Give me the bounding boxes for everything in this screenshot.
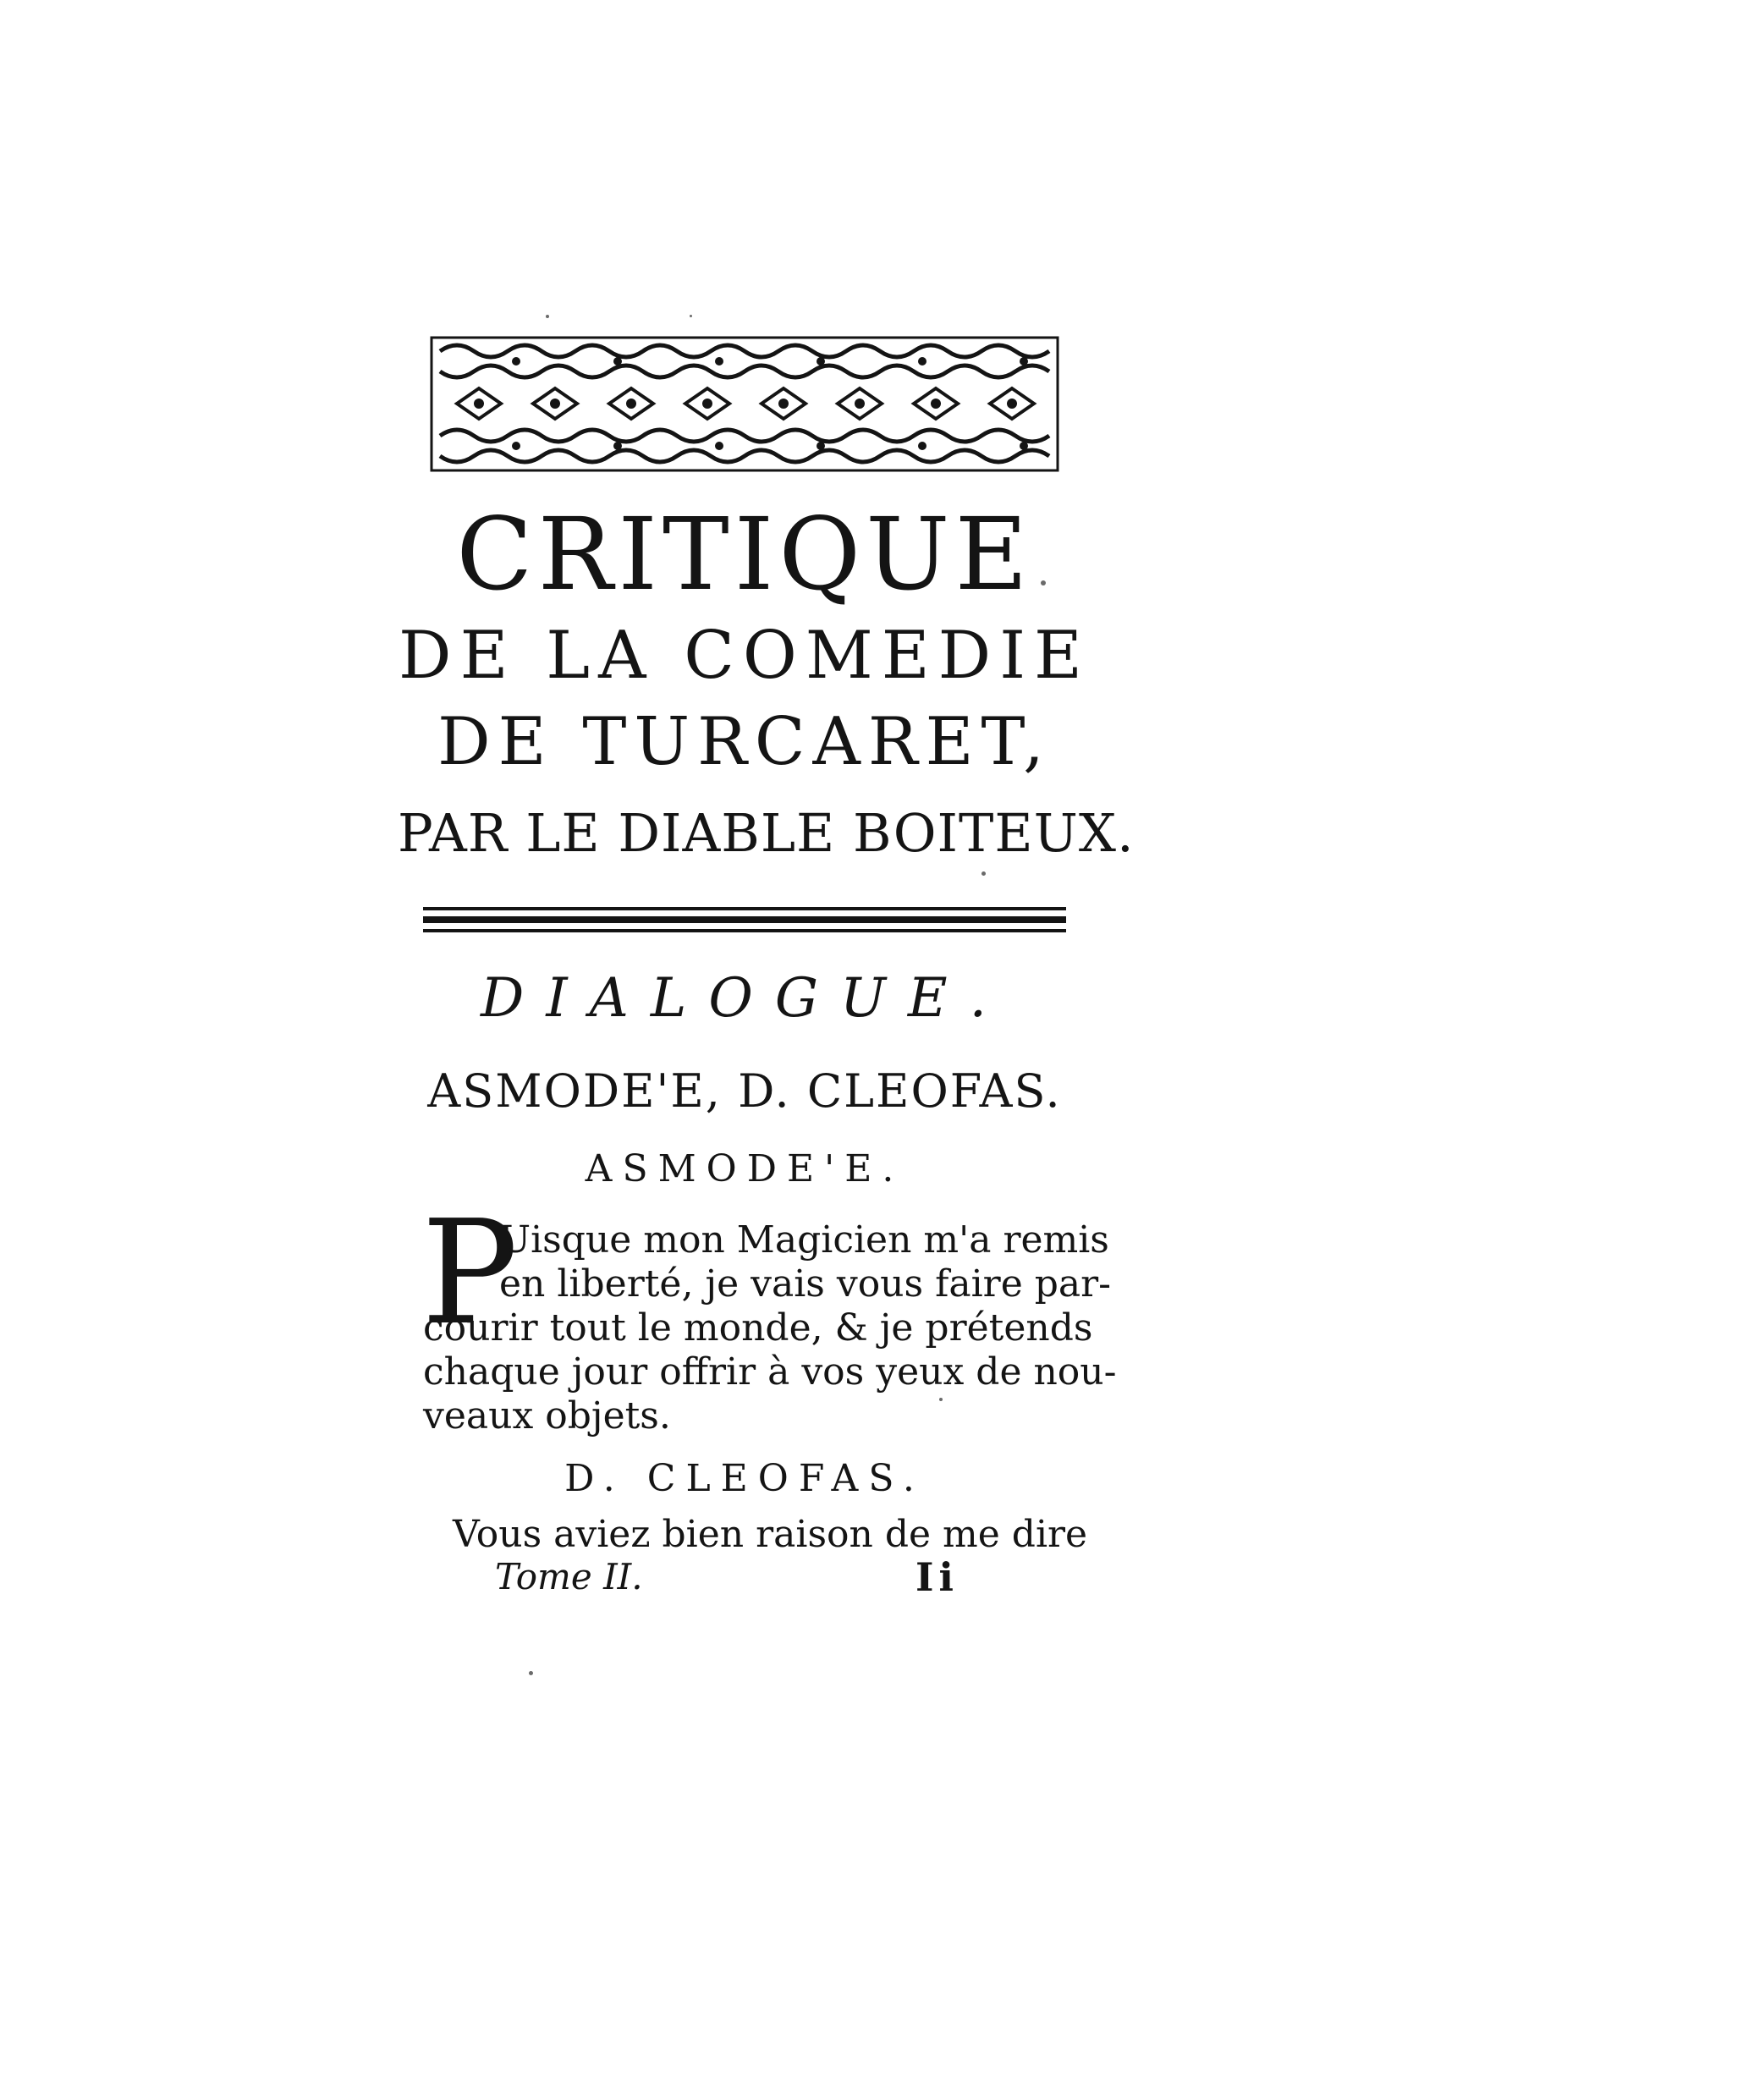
- character-list: ASMODE'E, D. CLEOFAS.: [427, 1064, 1062, 1118]
- ink-speck: [1041, 580, 1046, 585]
- ink-speck: [981, 871, 986, 876]
- rule-thick-middle: [423, 916, 1066, 923]
- speech-line: veaux objets.: [423, 1394, 671, 1438]
- rule-thin-bottom: [423, 929, 1066, 932]
- floral-ornament-band: [423, 334, 1066, 474]
- ink-speck: [690, 315, 692, 317]
- title-line-4: PAR LE DIABLE BOITEUX.: [398, 802, 1135, 864]
- ink-speck: [546, 315, 549, 318]
- title-main: CRITIQUE: [456, 496, 1033, 613]
- ink-speck: [939, 1398, 943, 1401]
- speech-line: Uisque mon Magicien m'a remis: [499, 1218, 1109, 1262]
- signature-mark: Ii: [915, 1554, 959, 1600]
- drop-cap: P: [421, 1190, 519, 1357]
- volume-label: Tome II.: [495, 1556, 643, 1597]
- speaker-cleofas: D. CLEOFAS.: [564, 1457, 925, 1500]
- title-line-3: DE TURCARET,: [437, 704, 1052, 780]
- triple-rule: [423, 907, 1066, 936]
- speech-line: chaque jour offrir à vos yeux de nou-: [423, 1350, 1117, 1394]
- ink-speck: [529, 1671, 533, 1675]
- rule-thin-top: [423, 907, 1066, 910]
- speech-line: en liberté, je vais vous faire par-: [499, 1262, 1112, 1306]
- title-line-2: DE LA COMEDIE: [399, 618, 1091, 694]
- speech-line: courir tout le monde, & je prétends: [423, 1306, 1093, 1350]
- speaker-asmodee: ASMODE'E.: [585, 1147, 904, 1190]
- dialogue-heading: DIALOGUE.: [481, 967, 1009, 1030]
- speech-line-cleofas: Vous aviez bien raison de me dire: [453, 1513, 1088, 1556]
